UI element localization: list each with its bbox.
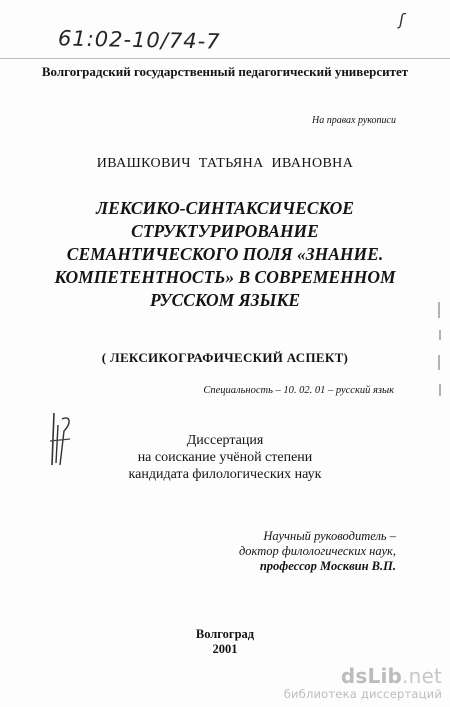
author-name: ИВАШКОВИЧ ТАТЬЯНА ИВАНОВНА: [96, 156, 354, 171]
dissertation-title: [20, 197, 430, 312]
degree-statement-line: Диссертация: [186, 433, 264, 448]
library-watermark: [284, 665, 442, 701]
watermark-subtitle: библиотека диссертаций: [283, 687, 442, 701]
specialty-code: Специальность – 10. 02. 01 – русский язык: [203, 385, 394, 396]
scan-edge-marks: [436, 300, 444, 400]
place-and-year: [0, 627, 450, 657]
title-line: КОМПЕТЕНТНОСТЬ» В СОВРЕМЕННОМ: [54, 267, 396, 287]
scan-edge-line: [0, 58, 450, 59]
title-aspect: ( ЛЕКСИКОГРАФИЧЕСКИЙ АСПЕКТ): [101, 350, 349, 365]
title-line: РУССКОМ ЯЗЫКЕ: [149, 290, 301, 310]
university-name: Волгоградский государственный педагогический университет: [41, 64, 409, 79]
watermark-logo: [284, 665, 442, 687]
manuscript-rights-note: На правах рукописи: [312, 115, 396, 126]
title-line: СТРУКТУРИРОВАНИЕ: [131, 221, 319, 241]
supervisor-degree: доктор филологических наук,: [238, 544, 396, 558]
city: Волгоград: [195, 627, 255, 641]
handwritten-catalog-number: 61:02-10/74-7: [57, 26, 221, 54]
watermark-logo-main: dsLib: [340, 664, 403, 688]
watermark-logo-suffix: .net: [402, 664, 442, 688]
supervisor-name: профессор Москвин В.П.: [259, 559, 396, 573]
title-line: ЛЕКСИКО-СИНТАКСИЧЕСКОЕ: [96, 198, 354, 218]
year: 2001: [212, 642, 238, 656]
title-line: СЕМАНТИЧЕСКОГО ПОЛЯ «ЗНАНИЕ.: [66, 244, 384, 264]
degree-statement-line: кандидата филологических наук: [128, 467, 322, 482]
degree-statement: [0, 432, 450, 483]
handwritten-corner-mark: ʃ: [399, 10, 405, 29]
scientific-supervisor: [196, 529, 396, 574]
supervisor-role: Научный руководитель –: [263, 529, 396, 543]
degree-statement-line: на соискание учёной степени: [137, 450, 313, 465]
